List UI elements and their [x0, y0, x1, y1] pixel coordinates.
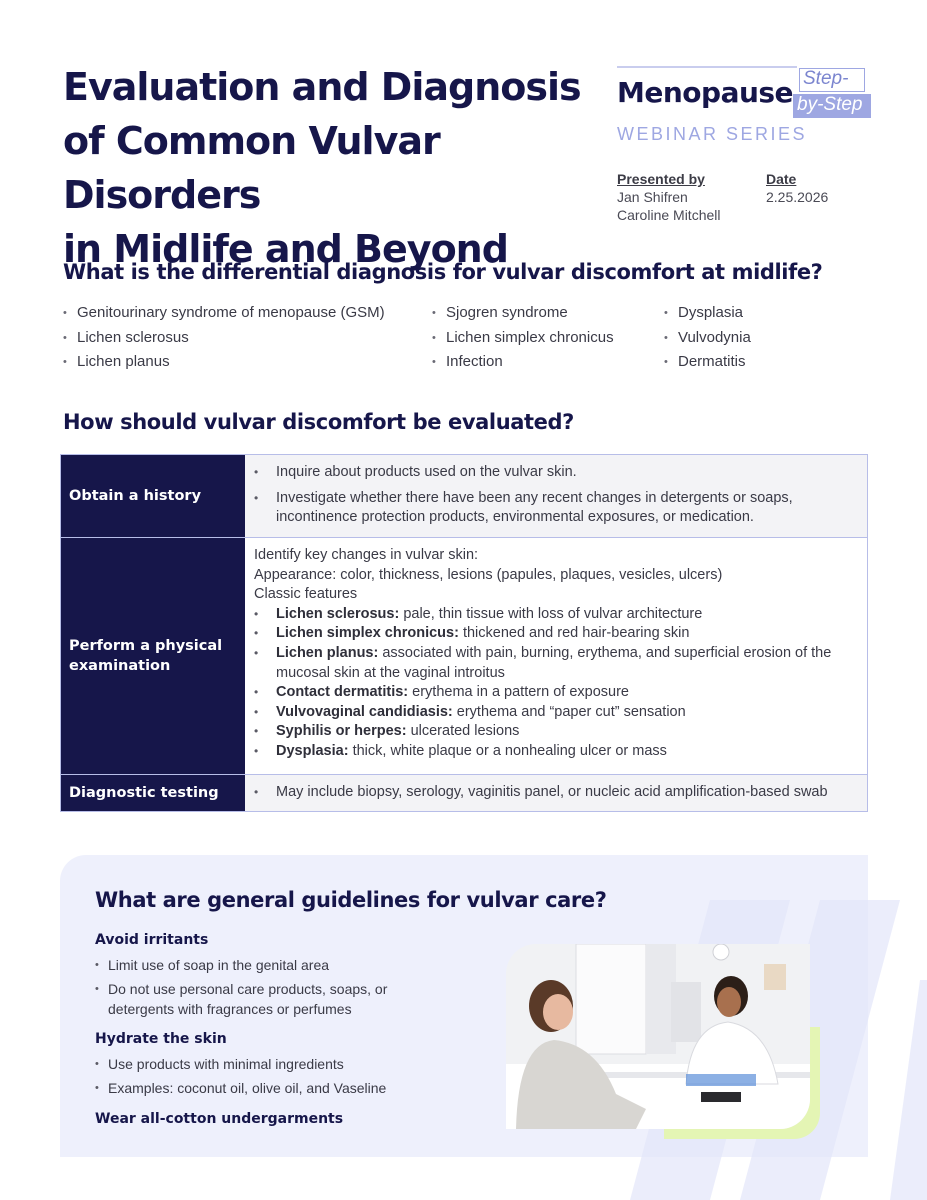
list-item: [254, 703, 857, 723]
brand-rule: [617, 66, 797, 68]
exam-intro: Identify key changes in vulvar skin:: [254, 547, 479, 563]
brand-subtitle: WEBINAR SERIES: [617, 124, 808, 144]
list-item: • Use products with minimal ingredients: [95, 1054, 425, 1074]
list-item: [254, 683, 857, 703]
feature-desc: associated with pain, burning, erythema, and superficial erosion of the mucosal skin at the vaginal introitus: [276, 644, 832, 681]
list-item: • Dysplasia: [664, 302, 751, 327]
differential-list-col1: [63, 302, 385, 376]
avoid-list: [95, 955, 395, 1023]
list-item: [254, 742, 857, 762]
list-item: • Infection: [432, 351, 614, 376]
list-item: • Examples: coconut oil, olive oil, and Vaseline: [95, 1078, 425, 1098]
feature-term: Vulvovaginal candidiasis:: [276, 703, 453, 720]
row-body-exam: [245, 538, 867, 774]
brand-step-top: Step-: [803, 68, 849, 89]
feature-desc: erythema in a pattern of exposure: [408, 684, 629, 701]
list-item: • Lichen sclerosus: [63, 327, 385, 352]
table-row: [61, 537, 867, 774]
list-item: • Inquire about products used on the vulvar skin.: [254, 463, 857, 483]
brand-logo: [617, 66, 877, 150]
brand-step-badge: [795, 66, 869, 118]
list-item: • Dermatitis: [664, 351, 751, 376]
presenter-name: Caroline Mitchell: [617, 207, 721, 223]
feature-desc: ulcerated lesions: [406, 723, 520, 740]
page-title: [63, 60, 603, 276]
title-line: Evaluation and Diagnosis: [63, 65, 581, 109]
consultation-photo: [506, 944, 810, 1129]
exam-appearance: Appearance: color, thickness, lesions (papules, plaques, vesicles, ulcers): [254, 566, 723, 583]
list-item: [254, 644, 857, 683]
feature-desc: thickened and red hair-bearing skin: [458, 625, 690, 642]
feature-term: Lichen simplex chronicus:: [276, 625, 459, 642]
hydrate-heading: Hydrate the skin: [95, 1031, 227, 1047]
cotton-heading: Wear all-cotton undergarments: [95, 1111, 344, 1127]
title-line: in Midlife and Beyond: [63, 227, 508, 271]
list-item: • Limit use of soap in the genital area: [95, 955, 395, 975]
list-item: • Lichen planus: [63, 351, 385, 376]
guidelines-heading: What are general guidelines for vulvar care?: [95, 888, 607, 912]
row-body-history: [245, 455, 867, 537]
presenters-block: [617, 170, 720, 224]
brand-step-bottom: by-Step: [797, 94, 863, 115]
list-item: • Genitourinary syndrome of menopause (GSM): [63, 302, 385, 327]
table-row: [61, 455, 867, 537]
list-item: [254, 624, 857, 644]
feature-desc: thick, white plaque or a nonhealing ulcer or mass: [348, 742, 667, 759]
table-row: [61, 774, 867, 811]
date-block: [766, 170, 828, 206]
row-header-testing: Diagnostic testing: [61, 775, 245, 811]
list-item: • Investigate whether there have been any recent changes in detergents or soaps, incontinence protection products, environmental exposures, or medication.: [254, 489, 857, 528]
feature-term: Dysplasia:: [276, 742, 349, 759]
differential-list-col3: [664, 302, 751, 376]
list-item: • Vulvodynia: [664, 327, 751, 352]
evaluation-table: [60, 454, 868, 812]
list-item: • Lichen simplex chronicus: [432, 327, 614, 352]
presented-label: Presented by: [617, 171, 705, 187]
differential-heading: What is the differential diagnosis for vulvar discomfort at midlife?: [63, 260, 823, 284]
exam-classic-label: Classic features: [254, 586, 358, 603]
feature-term: Syphilis or herpes:: [276, 723, 407, 740]
row-header-history: Obtain a history: [61, 455, 245, 537]
hydrate-list: [95, 1054, 425, 1102]
feature-desc: pale, thin tissue with loss of vulvar architecture: [399, 605, 703, 622]
evaluation-heading: How should vulvar discomfort be evaluated?: [63, 410, 574, 434]
title-line: of Common Vulvar Disorders: [63, 119, 440, 217]
list-item: • Do not use personal care products, soaps, or detergents with fragrances or perfumes: [95, 979, 395, 1019]
list-item: [254, 605, 857, 625]
date-value: 2.25.2026: [766, 189, 829, 205]
avoid-heading: Avoid irritants: [95, 932, 209, 948]
feature-desc: erythema and “paper cut” sensation: [452, 703, 686, 720]
feature-term: Lichen sclerosus:: [276, 605, 400, 622]
date-label: Date: [766, 171, 797, 187]
row-header-exam: Perform a physical examination: [61, 538, 245, 774]
feature-term: Contact dermatitis:: [276, 684, 409, 701]
consultation-illustration: [506, 944, 810, 1129]
presenter-name: Jan Shifren: [617, 189, 688, 205]
feature-term: Lichen planus:: [276, 644, 379, 661]
differential-list-col2: [432, 302, 614, 376]
list-item: • Sjogren syndrome: [432, 302, 614, 327]
list-item: [254, 722, 857, 742]
list-item: • May include biopsy, serology, vaginitis panel, or nucleic acid amplification-based swab: [254, 783, 857, 803]
row-body-testing: [245, 775, 867, 811]
brand-name: Menopause: [617, 76, 794, 109]
